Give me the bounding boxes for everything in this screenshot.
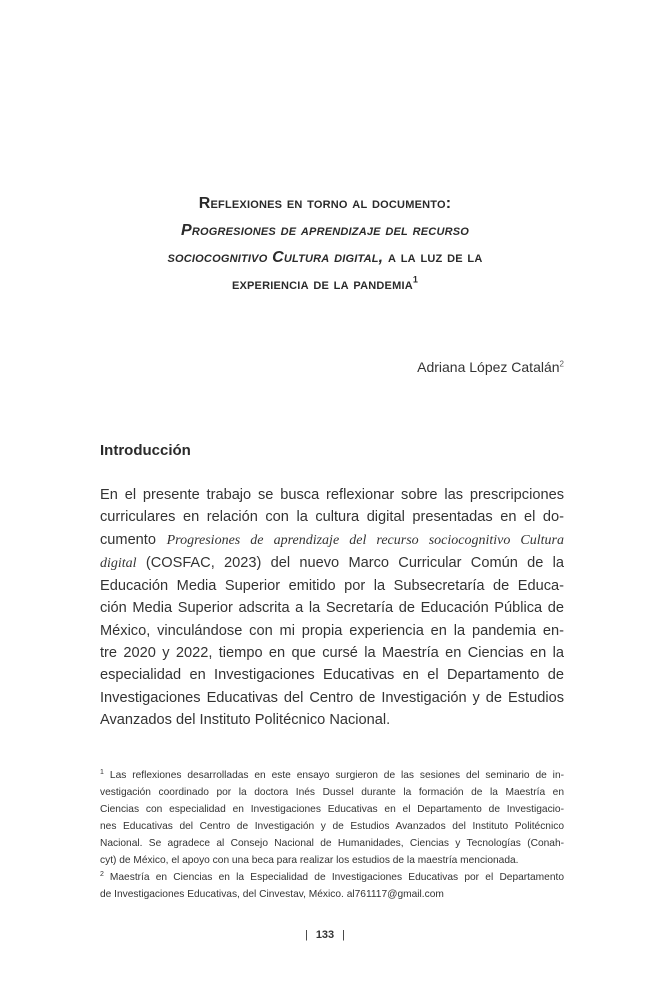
footnote-1-line: nes Educativas del Centro de Investigación y de Estudios Avanzados del Instituto Politécnico — [100, 821, 564, 832]
body-text-fragment: cumento — [100, 531, 167, 548]
document-title-italic: digital — [100, 555, 137, 571]
body-line: En el presente trabajo se busca reflexionar sobre las prescripciones — [100, 487, 564, 503]
folio-separator-left: | — [304, 929, 308, 941]
body-line: Investigaciones Educativas del Centro de Investigación y de Estudios — [100, 689, 564, 706]
body-line — [100, 552, 564, 575]
body-line: curriculares en relación con la cultura digital presentadas en el do- — [100, 509, 564, 526]
page-number: 133 — [315, 929, 335, 941]
page-folio — [0, 929, 650, 941]
footnote-1-line — [100, 767, 564, 784]
body-line — [100, 529, 564, 552]
title-footnote-mark[interactable]: 1 — [412, 274, 419, 285]
footnote-1-mark: 1 — [100, 768, 104, 776]
footnote-1-text: Las reflexiones desarrolladas en este ensayo surgieron de las sesiones del seminario de in- — [109, 770, 564, 781]
folio-separator-right: | — [342, 929, 346, 941]
body-line: Educación Media Superior emitido por la Subsecretaría de Educa- — [100, 578, 564, 595]
footnote-2-line — [100, 869, 564, 886]
title-line-3-rest: a la luz de la — [383, 249, 483, 266]
title-line-1: Reflexiones en torno al documento: — [198, 195, 452, 212]
body-line: México, vinculándose con mi propia experiencia en la pandemia en- — [100, 622, 564, 639]
footnote-2-text: Maestría en Ciencias en la Especialidad de Investigaciones Educativas por el Departamento — [109, 872, 564, 883]
body-paragraph — [100, 484, 564, 731]
footnote-1-line: cyt) de México, el apoyo con una beca para realizar los estudios de la maestría mencionada. — [100, 855, 519, 866]
author-byline — [417, 359, 564, 375]
footnote-2-mark: 2 — [100, 870, 104, 878]
footnote-1-line: Nacional. Se agradece al Consejo Nacional de Humanidades, Ciencias y Tecnologías (Conah- — [100, 838, 564, 849]
author-name: Adriana López Catalán — [417, 359, 560, 375]
chapter-title — [80, 190, 570, 298]
title-line-3 — [80, 244, 570, 271]
footnotes — [100, 767, 564, 903]
author-footnote-mark[interactable]: 2 — [559, 359, 564, 369]
footnote-1-line: Ciencias con especialidad en Investigaciones Educativas en el Departamento de Investigacio- — [100, 804, 564, 815]
body-line: Avanzados del Instituto Politécnico Nacional. — [100, 711, 391, 728]
body-text-fragment: (COSFAC, 2023) del nuevo Marco Curricular Común de la — [136, 554, 564, 571]
body-line: tre 2020 y 2022, tiempo en que cursé la Maestría en Ciencias en la — [100, 645, 564, 662]
title-line-4 — [80, 271, 570, 298]
title-line-3-italic: sociocognitivo Cultura digital, — [167, 249, 384, 266]
title-line-4-text: experiencia de la pandemia — [231, 276, 413, 293]
title-line-2: Progresiones de aprendizaje del recurso — [180, 222, 470, 239]
body-line: especialidad en Investigaciones Educativas en el Departamento de — [100, 667, 564, 684]
footnote-1-line: vestigación coordinado por la doctora Inés Dussel durante la formación de la Maestría en — [100, 787, 564, 798]
section-heading: Introducción — [100, 442, 191, 459]
document-title-italic: Progresiones de aprendizaje del recurso sociocognitivo Cultura — [166, 532, 565, 548]
footnote-2-line[interactable]: de Investigaciones Educativas, del Cinvestav, México. al761117@gmail.com — [100, 889, 444, 900]
body-line: ción Media Superior adscrita a la Secretaría de Educación Pública de — [100, 600, 564, 617]
